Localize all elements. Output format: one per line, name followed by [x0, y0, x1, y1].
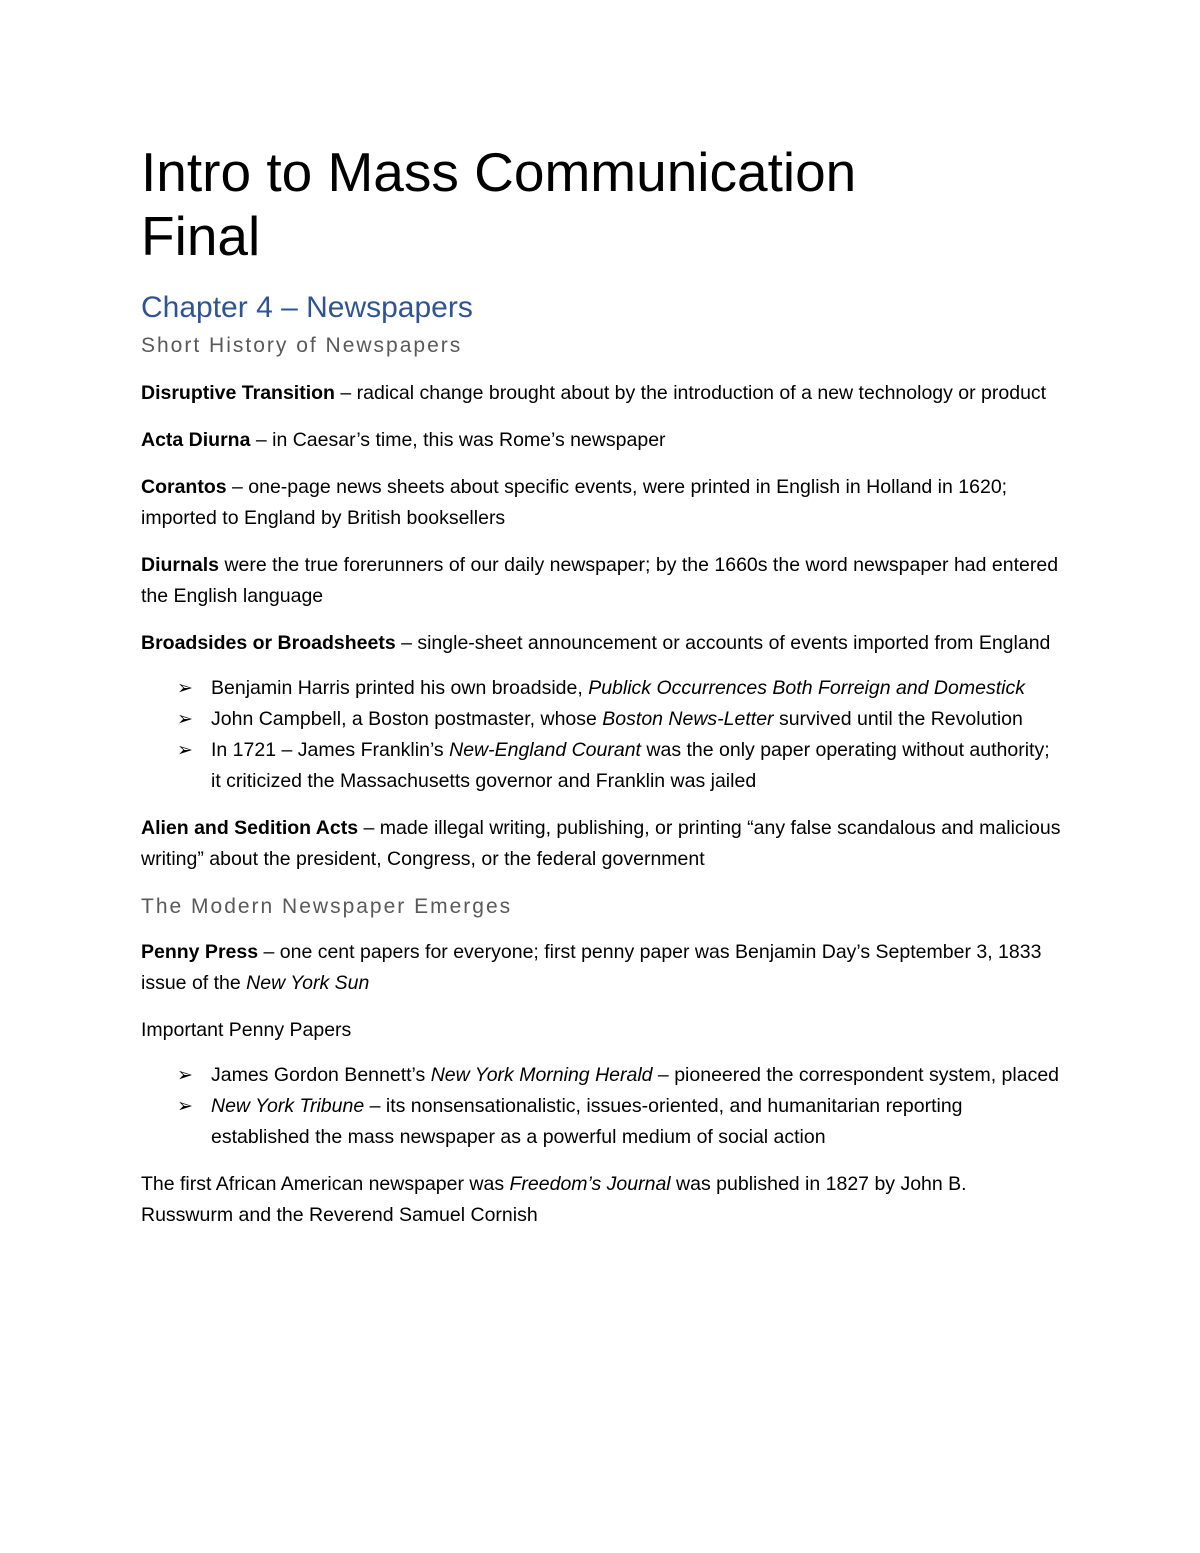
publication-title: Freedom’s Journal [509, 1173, 671, 1195]
paragraph-text: was published in 1827 by John B. Russwurm and the Reverend Samuel Cornish [141, 1173, 967, 1226]
term-label: Penny Press [141, 941, 259, 963]
entry-diurnals [141, 550, 1061, 612]
important-penny-papers-label: Important Penny Papers [141, 1019, 352, 1041]
arrow-bullet-icon: ➢ [177, 1096, 193, 1117]
list-item-text: – its nonsensationalistic, issues-oriented, and humanitarian reporting established the mass newspaper as a powerful medium of social action [211, 1095, 963, 1148]
title-line-1: Intro to Mass Communication [141, 141, 857, 203]
document-page [141, 140, 1061, 1231]
term-definition: – in Caesar’s time, this was Rome’s newspaper [250, 429, 666, 451]
list-item [177, 673, 1061, 704]
term-definition: were the true forerunners of our daily newspaper; by the 1660s the word newspaper had entered the English language [141, 554, 1059, 607]
arrow-bullet-icon: ➢ [177, 678, 193, 699]
arrow-bullet-icon: ➢ [177, 709, 193, 730]
arrow-bullet-icon: ➢ [177, 1065, 193, 1086]
list-item-text: Benjamin Harris printed his own broadside, [211, 677, 589, 699]
chapter-heading: Chapter 4 – Newspapers [141, 291, 473, 324]
publication-title: New-England Courant [449, 739, 641, 761]
term-label: Corantos [141, 476, 227, 498]
list-item [177, 1091, 1061, 1153]
paragraph-text: The first African American newspaper was [141, 1173, 510, 1195]
term-definition: – radical change brought about by the introduction of a new technology or product [334, 382, 1047, 404]
list-item-text: James Gordon Bennett’s [211, 1064, 431, 1086]
entry-broadsides [141, 628, 1061, 659]
term-definition: – one cent papers for everyone; first penny paper was Benjamin Day’s September 3, 1833 issue of the [141, 941, 1042, 994]
entry-corantos [141, 472, 1061, 534]
publication-title: New York Morning Herald [430, 1064, 653, 1086]
term-label: Diurnals [141, 554, 220, 576]
list-item-text: was the only paper operating without authority; it criticized the Massachusetts governor and Franklin was jailed [211, 739, 1050, 792]
term-definition: – single-sheet announcement or accounts of events imported from England [395, 632, 1051, 654]
entry-disruptive-transition [141, 378, 1061, 409]
term-label: Disruptive Transition [141, 382, 335, 404]
term-definition: – made illegal writing, publishing, or printing “any false scandalous and malicious writing” about the president, Congress, or the federal government [141, 817, 1061, 870]
publication-title: Publick Occurrences Both Forreign and Domestick [588, 677, 1025, 699]
publication-title: Boston News-Letter [602, 708, 774, 730]
term-label: Alien and Sedition Acts [141, 817, 359, 839]
section-heading-short-history: Short History of Newspapers [141, 334, 463, 357]
term-definition: – one-page news sheets about specific events, were printed in English in Holland in 1620; imported to England by British booksellers [141, 476, 1008, 529]
arrow-bullet-icon: ➢ [177, 740, 193, 761]
entry-alien-sedition-acts [141, 813, 1061, 875]
term-label: Broadsides or Broadsheets [141, 632, 396, 654]
list-item [177, 735, 1061, 797]
term-label: Acta Diurna [141, 429, 251, 451]
entry-penny-press [141, 937, 1061, 999]
section-heading-modern-newspaper: The Modern Newspaper Emerges [141, 895, 513, 918]
document-title [141, 140, 1061, 268]
title-line-2: Final [141, 205, 261, 267]
list-item [177, 704, 1061, 735]
broadside-bullet-list [141, 673, 1061, 797]
entry-acta-diurna [141, 425, 1061, 456]
penny-papers-bullet-list [141, 1060, 1061, 1153]
publication-title: New York Tribune [211, 1095, 365, 1117]
list-item [177, 1060, 1061, 1091]
publication-title: New York Sun [246, 972, 370, 994]
list-item-text: – pioneered the correspondent system, placed [652, 1064, 1060, 1086]
list-item-text: John Campbell, a Boston postmaster, whose [211, 708, 603, 730]
entry-african-american-newspaper [141, 1169, 1061, 1231]
list-item-text: In 1721 – James Franklin’s [211, 739, 450, 761]
list-item-text: survived until the Revolution [773, 708, 1023, 730]
